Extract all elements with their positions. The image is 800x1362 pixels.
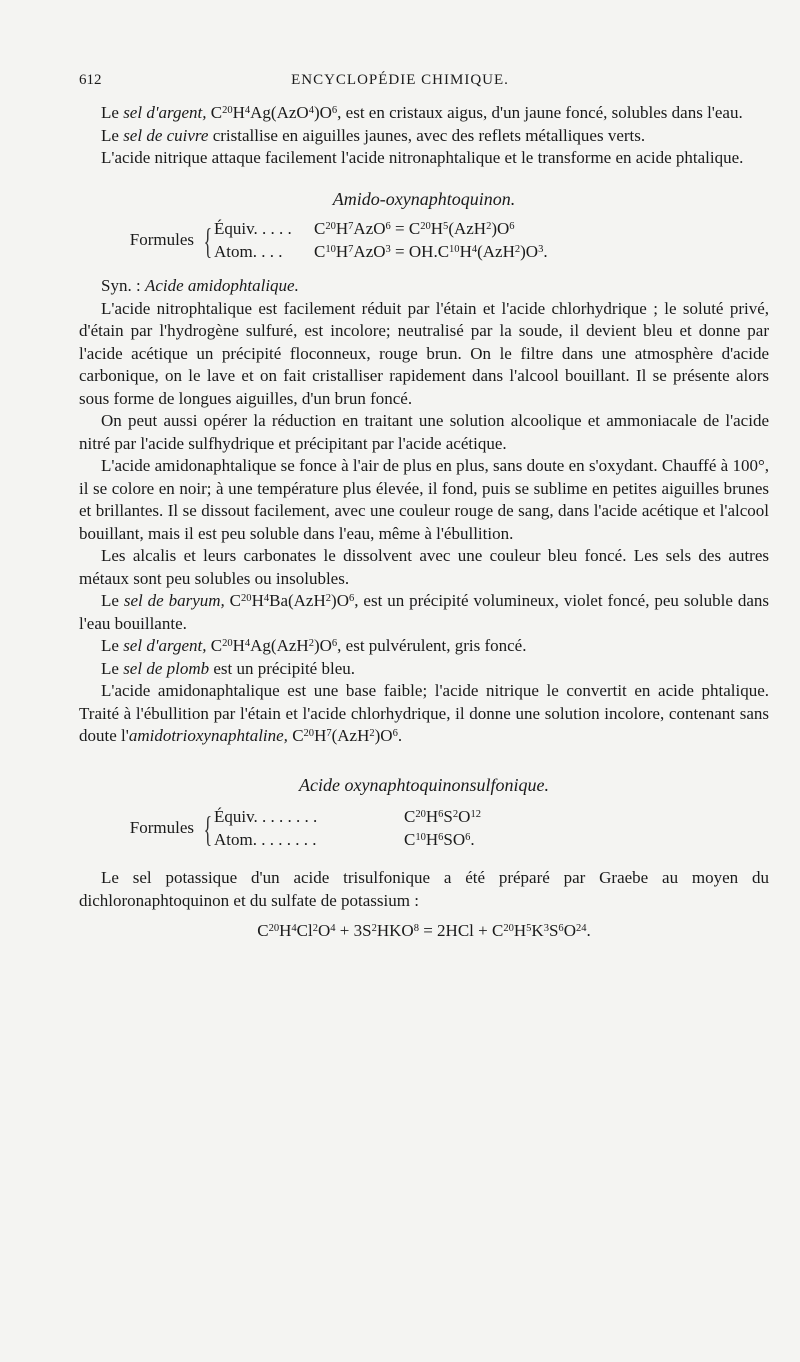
synonym-line: Syn. : Acide amidophtalique. — [101, 276, 299, 295]
paragraph-lead-salt: Le sel de plomb est un précipité bleu. — [101, 658, 355, 678]
paragraph-nitric: L'acide nitrique attaque facilement l'acide nitronaphtalique et le transforme en acide phtalique. — [101, 148, 744, 167]
page-number: 612 — [79, 72, 102, 88]
page-header — [0, 72, 800, 94]
paragraph-copper-salt: Le sel de cuivre cristallise en aiguilles jaunes, avec des reflets métalliques verts. — [101, 125, 646, 145]
paragraph-silver-salt: Le sel d'argent, $C^{20}H^4Ag(AzO^4)O^6$, est en cristaux aigus, d'un jaune foncé, solubles dans l'eau. — [101, 103, 743, 122]
paragraph-alkalis: Les alcalis et leurs carbonates le dissolvent avec une couleur bleu foncé. Les sels des autres métaux sont peu solubles ou insolubles. — [79, 546, 769, 588]
paragraph-barium-salt: Le sel de baryum, $C^{20}H^4Ba(AzH^2)O^6$, est un précipité volumineux, violet foncé, peu soluble dans l'eau bouillante. — [79, 591, 769, 633]
paragraph-silver-salt-2: Le sel d'argent, $C^{20}H^4Ag(AzH^2)O^6$, est pulvérulent, gris foncé. — [101, 636, 527, 655]
formula-row-atom: Atom. . . . . . . . $C^{10}H^6SO^6$. — [214, 829, 475, 849]
reaction-equation: $C^{20}H^4Cl^2O^4 + 3S^2HKO^8 = 2HCl + C^{20}H^5K^3S^6O^{24}$. — [257, 921, 591, 940]
brace-icon: { — [203, 220, 213, 261]
formula-row-atom: Atom. . . . $C^{10}H^7AzO^3 = OH.C^{10}H^4(AzH^2)O^3$. — [214, 241, 548, 261]
section-title-amido: Amido-oxynaphtoquinon. — [332, 188, 516, 209]
paragraph-reduction: On peut aussi opérer la réduction en traitant une solution alcoolique et ammoniacale de l'acide nitré par l'acide sulfhydrique et précipitant par l'acide acétique. — [79, 411, 769, 453]
formula-row-equiv: Équiv. . . . . $C^{20}H^7AzO^6 = C^{20}H^5(AzH^2)O^6$ — [214, 219, 515, 238]
paragraph-properties: L'acide amidonaphtalique se fonce à l'air de plus en plus, sans doute en s'oxydant. Chauffé à 100°, il se colore en noir; à une température plus élevée, il fond, puis se sublime en petites aiguilles brunes et brillantes. Il se dissout facilement, avec une couleur rouge de sang, dans l'acide acétique et l'alcool bouillant, mais il est peu soluble dans l'eau, même à l'ébullition. — [79, 456, 769, 543]
formulas-amido — [79, 218, 769, 263]
paragraph-graebe: Le sel potassique d'un acide trisulfonique a été préparé par Graebe au moyen du dichloronaphtoquinon et du sulfate de potassium : — [79, 868, 769, 910]
section-title-sulfonic: Acide oxynaphtoquinonsulfonique. — [299, 774, 549, 795]
formula-row-equiv: Équiv. . . . . . . . $C^{20}H^6S^2O^{12}$ — [214, 807, 481, 826]
running-title: ENCYCLOPÉDIE CHIMIQUE. — [291, 72, 509, 88]
brace-icon: { — [203, 808, 213, 849]
formulas-sulfonic — [79, 806, 769, 851]
paragraph-preparation: L'acide nitrophtalique est facilement réduit par l'étain et l'acide chlorhydrique ; le soluté privé, d'étain par l'hydrogène sulfuré, est incolore; neutralisé par la soude, il devient bleu et donne par l'acide acétique un précipité floconneux, rouge brun. On le filtre dans une atmosphère d'acide carbonique, on le lave et on fait cristalliser rapidement dans l'alcool bouillant. Il se présente alors sous forme de longues aiguilles, d'un brun foncé. — [79, 298, 769, 408]
formulas-label: Formules — [129, 230, 194, 250]
body-text — [79, 102, 769, 943]
paragraph-base: L'acide amidonaphtalique est une base faible; l'acide nitrique le convertit en acide phtalique. Traité à l'ébullition par l'étain et l'acide chlorhydrique, il donne une solution incolore, contenant sans doute l'amidotrioxynaphtaline, $C^{20}H^7(AzH^2)O^6$. — [79, 681, 769, 745]
formulas-label: Formules — [129, 818, 194, 838]
